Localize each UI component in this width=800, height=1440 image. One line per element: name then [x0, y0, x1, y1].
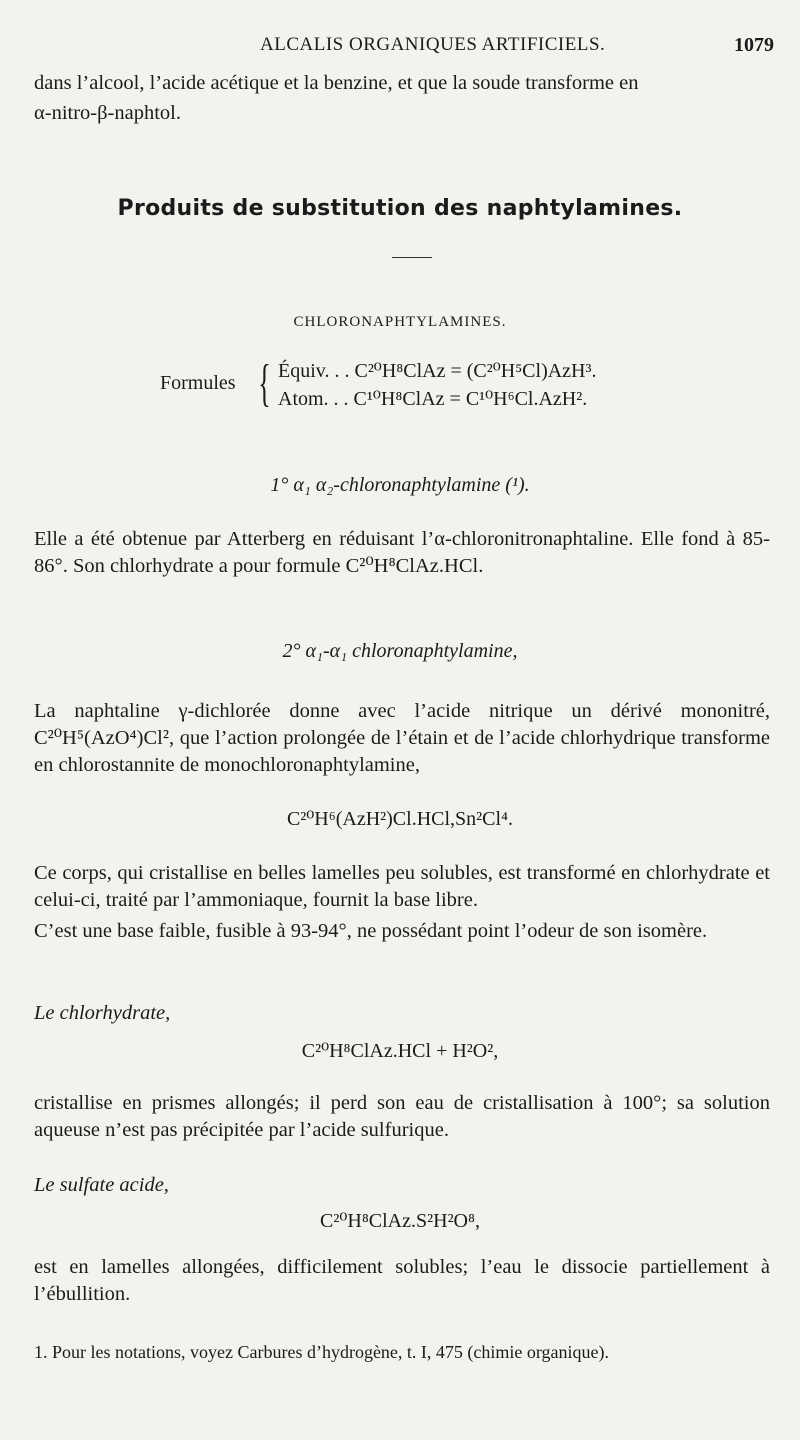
divider — [392, 257, 432, 258]
formula-3: C²⁰H⁸ClAz.HCl + H²O², — [301, 1040, 499, 1062]
paragraph-5-intro: Le chlorhydrate, — [34, 1002, 171, 1024]
intro-line-1: dans l’alcool, l’acide acétique et la benzine, et que la soude transforme en — [34, 72, 639, 94]
paragraph-1: Elle a été obtenue par Atterberg en réduisant l’α-chloronitronaphtaline. Elle fond à 85-86°. Son chlorhydrate a pour formule C²⁰H⁸ClAz.HCl. — [34, 528, 770, 577]
paragraph-6-intro: Le sulfate acide, — [34, 1174, 169, 1196]
formula-block — [160, 356, 720, 416]
subsection-title: CHLORONAPHTYLAMINES. — [293, 314, 507, 330]
paragraph-4: C’est une base faible, fusible à 93-94°, ne possédant point l’odeur de son isomère. — [34, 920, 708, 942]
page-number: 1079 — [734, 34, 774, 56]
formula-2: C²⁰H⁶(AzH²)Cl.HCl,Sn²Cl⁴. — [286, 808, 514, 830]
heading-2: 2° α₁-α₁ chloronaphtylamine, — [282, 640, 518, 662]
formulas-label: Formules — [160, 372, 236, 394]
paragraph-5: cristallise en prismes allongés; il perd son eau de cristallisation à 100°; sa solution aqueuse n’est pas précipitée par l’acide sulfurique. — [34, 1092, 770, 1141]
running-title: ALCALIS ORGANIQUES ARTIFICIELS. — [260, 34, 606, 55]
intro-line-2: α-nitro-β-naphtol. — [34, 102, 181, 124]
heading-1: 1° α₁ α₂-chloronaphtylamine (¹). — [270, 474, 530, 496]
footnote: 1. Pour les notations, voyez Carbures d’hydrogène, t. I, 475 (chimie organique). — [34, 1342, 610, 1362]
running-header — [0, 34, 800, 60]
paragraph-2: La naphtaline γ-dichlorée donne avec l’acide nitrique un dérivé mononitré, C²⁰H⁵(AzO⁴)Cl², que l’action prolongée de l’étain et de l’acide chlorhydrique transforme en chlorostannite de monochloronaphtylamine, — [34, 700, 770, 776]
formula-atom: Atom. . . C¹⁰H⁸ClAz = C¹⁰H⁶Cl.AzH². — [278, 388, 588, 410]
formula-4: C²⁰H⁸ClAz.S²H²O⁸, — [320, 1210, 480, 1232]
paragraph-6: est en lamelles allongées, difficilement solubles; l’eau le dissocie partiellement à l’ébullition. — [34, 1256, 770, 1305]
formula-equiv: Équiv. . . C²⁰H⁸ClAz = (C²⁰H⁵Cl)AzH³. — [278, 360, 597, 382]
paragraph-3: Ce corps, qui cristallise en belles lamelles peu solubles, est transformé en chlorhydrate et celui-ci, traité par l’ammoniaque, fournit la base libre. — [34, 862, 770, 911]
section-title: Produits de substitution des naphtylamines. — [117, 196, 683, 221]
brace: { — [258, 355, 271, 412]
